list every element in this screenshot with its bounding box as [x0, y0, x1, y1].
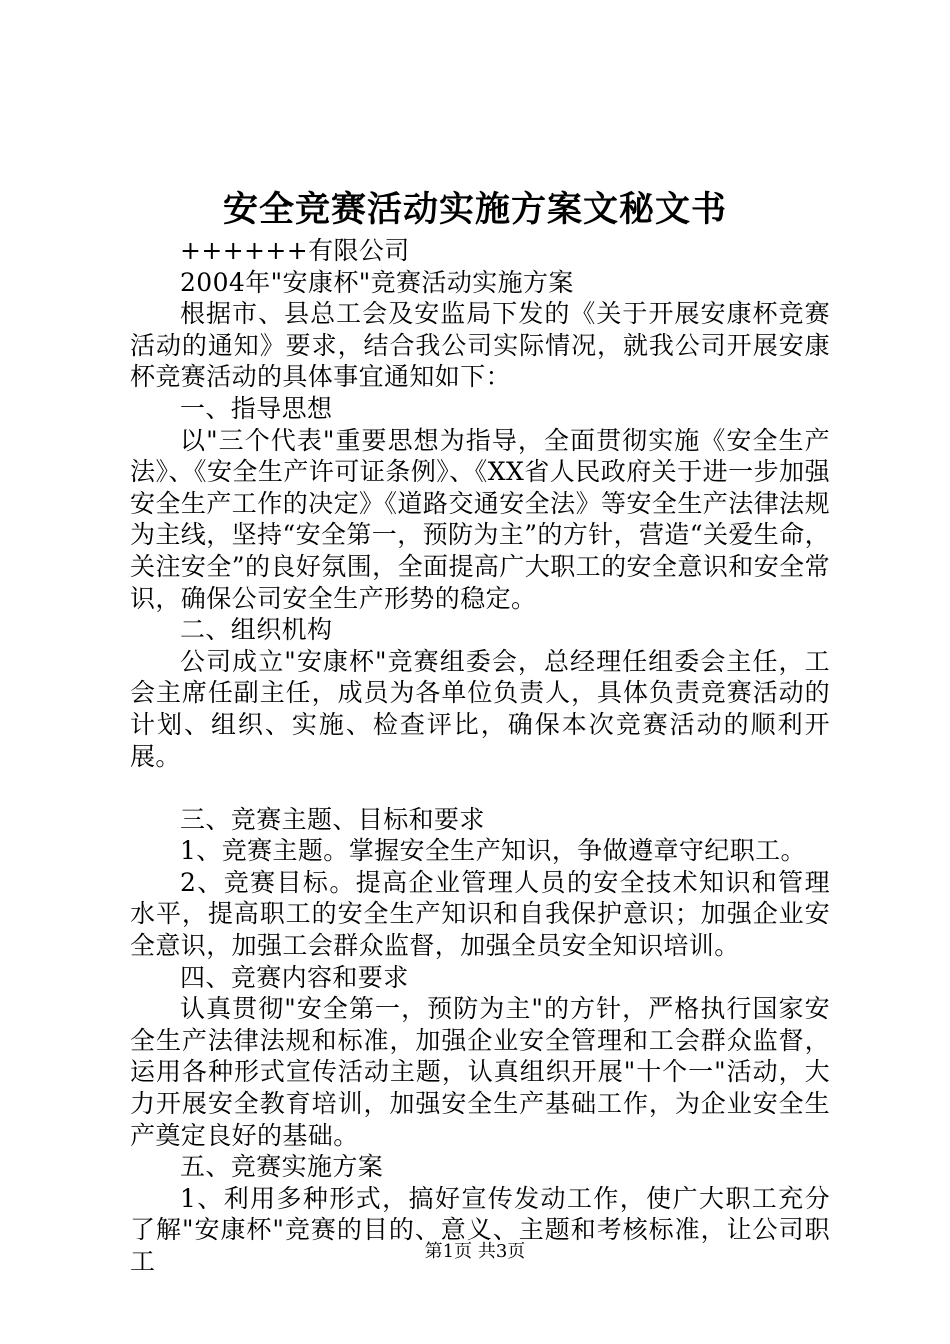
guiding-ideology-paragraph: 以"三个代表"重要思想为指导，全面贯彻实施《安全生产法》、《安全生产许可证条例》、《XX省人民政府关于进一步加强安全生产工作的决定》《道路交通安全法》等安全生产法律法规为主线，坚持“安全第一，预防为主”的方针，营造“关爱生命，关注安全”的良好氛围，全面提高广大职工的安全意识和安全常识，确保公司安全生产形势的稳定。: [130, 425, 830, 613]
section-heading-content-requirements: 四、竞赛内容和要求: [180, 962, 409, 992]
section-heading-implementation: 五、竞赛实施方案: [180, 1152, 384, 1182]
document-body: [130, 235, 830, 1278]
section-heading-theme-goals: 三、竞赛主题、目标和要求: [180, 804, 485, 834]
organization-paragraph: 公司成立"安康杯"竞赛组委会，总经理任组委会主任，工会主席任副主任，成员为各单位负责人，具体负责竞赛活动的计划、组织、实施、检查评比，确保本次竞赛活动的顺利开展。: [130, 646, 830, 771]
content-requirements-paragraph: 认真贯彻"安全第一，预防为主"的方针，严格执行国家安全生产法律法规和标准，加强企业安全管理和工会群众监督，运用各种形式宣传活动主题，认真组织开展"十个一"活动，大力开展安全教育培训，加强安全生产基础工作，为企业安全生产奠定良好的基础。: [130, 994, 830, 1150]
document-title: 安全竞赛活动实施方案文秘文书: [222, 189, 727, 230]
intro-paragraph: 根据市、县总工会及安监局下发的《关于开展安康杯竞赛活动的通知》要求，结合我公司实际情况，就我公司开展安康杯竞赛活动的具体事宜通知如下：: [130, 299, 830, 392]
company-name-line: ++++++有限公司: [180, 236, 410, 265]
page-footer: 第1页 共3页: [424, 1241, 526, 1262]
implementation-paragraph: 1、利用多种形式，搞好宣传发动工作，使广大职工充分了解"安康杯"竞赛的目的、意义、主题和考核标准，让公司职工: [130, 1183, 830, 1276]
plan-name-line: 2004年"安康杯"竞赛活动实施方案: [180, 267, 574, 297]
theme-paragraph: 1、竞赛主题。掌握安全生产知识，争做遵章守纪职工。: [180, 836, 806, 866]
section-heading-guiding-ideology: 一、指导思想: [180, 393, 333, 423]
goals-paragraph: 2、竞赛目标。提高企业管理人员的安全技术知识和管理水平，提高职工的安全生产知识和自我保护意识；加强企业安全意识，加强工会群众监督，加强全员安全知识培训。: [130, 867, 830, 961]
section-heading-organization: 二、组织机构: [180, 615, 333, 645]
